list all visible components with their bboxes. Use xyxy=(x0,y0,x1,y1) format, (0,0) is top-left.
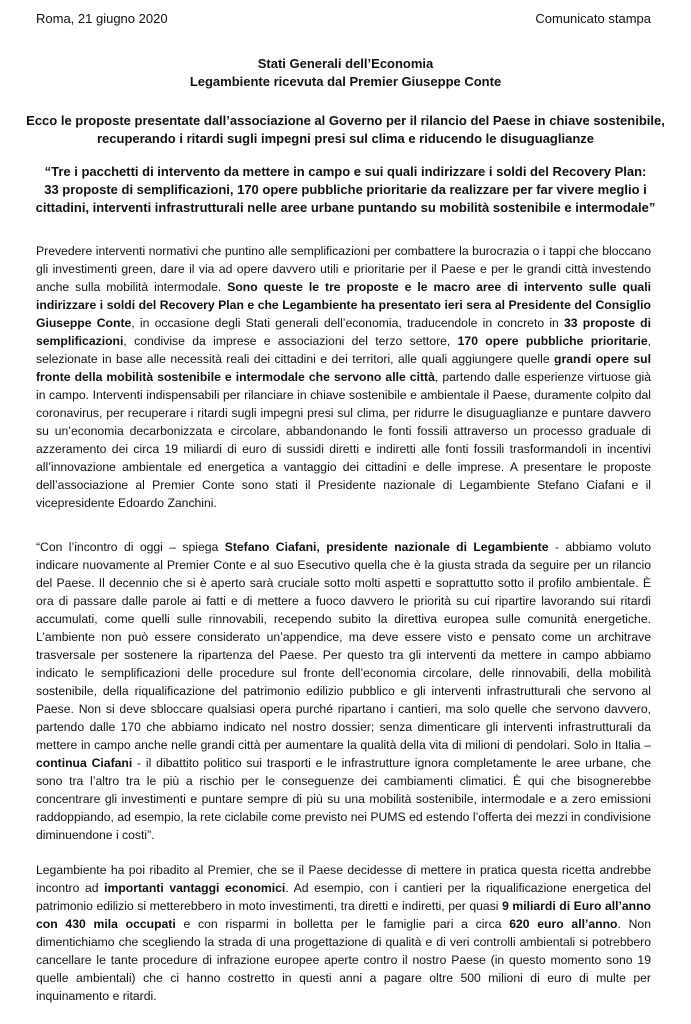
p1-text-1: Prevedere interventi normativi che puntino alle semplificazioni per combattere la burocrazia o i tappi che bloccano gli investimenti green, dare il via ad opere davvero utili e prioritarie per il Paese e per le grandi città investendo anche sulla mobilità intermodale. xyxy=(36,244,651,294)
p3-bold-3: 620 euro all’anno xyxy=(509,917,618,931)
subtitle-line-1: Ecco le proposte presentate dall’associazione al Governo per il rilancio del Paese in chiave sostenibile, xyxy=(26,113,665,128)
subtitle-line-2: recuperando i ritardi sugli impegni presi sul clima e riducendo le disuguaglianze xyxy=(96,131,594,146)
title-line-1: Stati Generali dell’Economia xyxy=(257,56,434,71)
p2-text-2: - abbiamo voluto indicare nuovamente al Premier Conte e al suo Esecutivo quella che è la giusta strada da seguire per un rilancio del Paese. Il decennio che si è aperto sarà cruciale sotto molti aspetti e soprattutto sotto il profilo ambientale. È ora di passare dalle parole ai fatti e di mettere a fuoco davvero le priorità su cui ripartire lavorando sui ritardi accumulati, come quelli sulle rinnovabili, recependo subito la direttiva europea sulle comunità energetiche. L’ambiente non può essere considerato un’appendice, ma deve essere visto e pensato come un architrave trasversale per sostenere la ripartenza del Paese. Per questo tra gli interventi da mettere in campo abbiamo indicato le semplificazioni delle procedure sul fronte dell’economia circolare, delle rinnovabili, della mobilità sostenibile, della riqualificazione del patrimonio edilizio pubblico e gli interventi infrastrutturali che servono al Paese. Non si deve sbloccare qualsiasi opera purché ripartano i cantieri, ma solo quelle che servono davvero, partendo dalle 170 che abbiamo indicato nel nostro dossier; senza dimenticare gli interventi infrastrutturali da mettere in campo anche nelle grandi città per aumentare la qualità della vita di milioni di pendolari. Solo in Italia – xyxy=(36,540,651,752)
document-type: Comunicato stampa xyxy=(535,11,651,26)
quote-line-1: “Tre i pacchetti di intervento da mettere in campo e sui quali indirizzare i soldi del Recovery Plan: xyxy=(44,164,647,179)
title-block xyxy=(20,55,671,91)
paragraph-1 xyxy=(36,242,651,512)
quote-line-3: cittadini, interventi infrastrutturali nelle aree urbane puntando su mobilità sostenibile e intermodale” xyxy=(35,200,656,215)
p1-text-4: , selezionate in base alle necessità reali dei cittadini e dei territori, alle quali aggiungere quelle xyxy=(36,334,651,366)
p1-bold-2: 33 proposte di semplificazioni xyxy=(36,316,651,348)
paragraph-3 xyxy=(36,861,651,1005)
p2-bold-2: continua Ciafani xyxy=(36,756,133,770)
p3-text-3: e con risparmi in bolletta per le famiglie pari a circa xyxy=(175,917,510,931)
p1-text-3: , condivise da imprese e associazioni del terzo settore, xyxy=(123,334,458,348)
p3-text-4: . Non dimentichiamo che scegliendo la strada di una progettazione di qualità e di veri controlli ambientali si potrebbero cancellare le tante procedure di infrazione europee aperte contro il nostro Paese (in questo momento sono 19 quelle ambientali) che ci hanno costretto in questi anni a pagare oltre 500 milioni di euro di multe per inquinamento e ritardi. xyxy=(36,917,651,1003)
p1-text-5: , partendo dalle esperienze virtuose già in campo. Interventi indispensabili per rilanciare in chiave sostenibile e ambientale il Paese, duramente colpito dal coronavirus, per recuperare i ritardi sugli impegni presi sul clima, per ridurre le disuguaglianze e puntare davvero su un’economia decarbonizzata e circolare, abbandonando le fonti fossili attraverso un processo graduale di azzeramento dei circa 19 miliardi di euro di sussidi diretti e indiretti alle fonti fossili trasformandoli in incentivi all’innovazione ambientale ed energetica a vantaggio dei cittadini e delle imprese. A presentare le proposte dell’associazione al Premier Conte sono stati il Presidente nazionale di Legambiente Stefano Ciafani e il vicepresidente Edoardo Zanchini. xyxy=(36,370,651,510)
p3-text-2: . Ad esempio, con i cantieri per la riqualificazione energetica del patrimonio edilizio si metterebbero in moto investimenti, tra diretti e indiretti, per quasi xyxy=(36,881,652,913)
p1-bold-4: grandi opere sul fronte della mobilità sostenibile e intermodale che servono alle città xyxy=(36,352,651,384)
p1-bold-1: Sono queste le tre proposte e le macro aree di intervento sulle quali indirizzare i soldi del Recovery Plan e che Legambiente ha presentato ieri sera al Presidente del Consiglio Giuseppe Conte xyxy=(36,280,651,330)
p2-text-3: - il dibattito politico sui trasporti e le infrastrutture ignora completamente le aree urbane, che sono tra l’altro tra le più a rischio per le conseguenze dei cambiamenti climatici. È qui che bisognerebbe concentrare gli investimenti e puntare sempre di più su una mobilità sostenibile, intermodale e a zero emissioni raddoppiando, ad esempio, la rete ciclabile come previsto nei PUMS ed estendo l’offerta dei mezzi in condivisione diminuendone i costi”. xyxy=(36,756,651,842)
p2-bold-1: Stefano Ciafani, presidente nazionale di Legambiente xyxy=(224,540,549,554)
quote-line-2: 33 proposte di semplificazioni, 170 opere pubbliche prioritarie da realizzare per far vivere meglio i xyxy=(44,182,647,197)
p1-bold-3: 170 opere pubbliche prioritarie xyxy=(457,334,648,348)
title-line-2: Legambiente ricevuta dal Premier Giuseppe Conte xyxy=(189,74,502,89)
p2-text-1: “Con l’incontro di oggi – spiega xyxy=(36,540,225,554)
headline-quote xyxy=(18,163,673,217)
subtitle-block xyxy=(20,112,671,148)
p1-text-2: , in occasione degli Stati generali dell’economia, traducendole in concreto in xyxy=(131,316,565,330)
paragraph-2 xyxy=(36,538,651,844)
place-date: Roma, 21 giugno 2020 xyxy=(36,11,168,26)
p3-bold-1: importanti vantaggi economici xyxy=(104,881,286,895)
p3-bold-2: 9 miliardi di Euro all’anno con 430 mila occupati xyxy=(36,899,652,931)
p3-text-1: Legambiente ha poi ribadito al Premier, che se il Paese decidesse di mettere in pratica questa ricetta andrebbe incontro ad xyxy=(36,863,651,895)
header-row xyxy=(36,10,651,28)
